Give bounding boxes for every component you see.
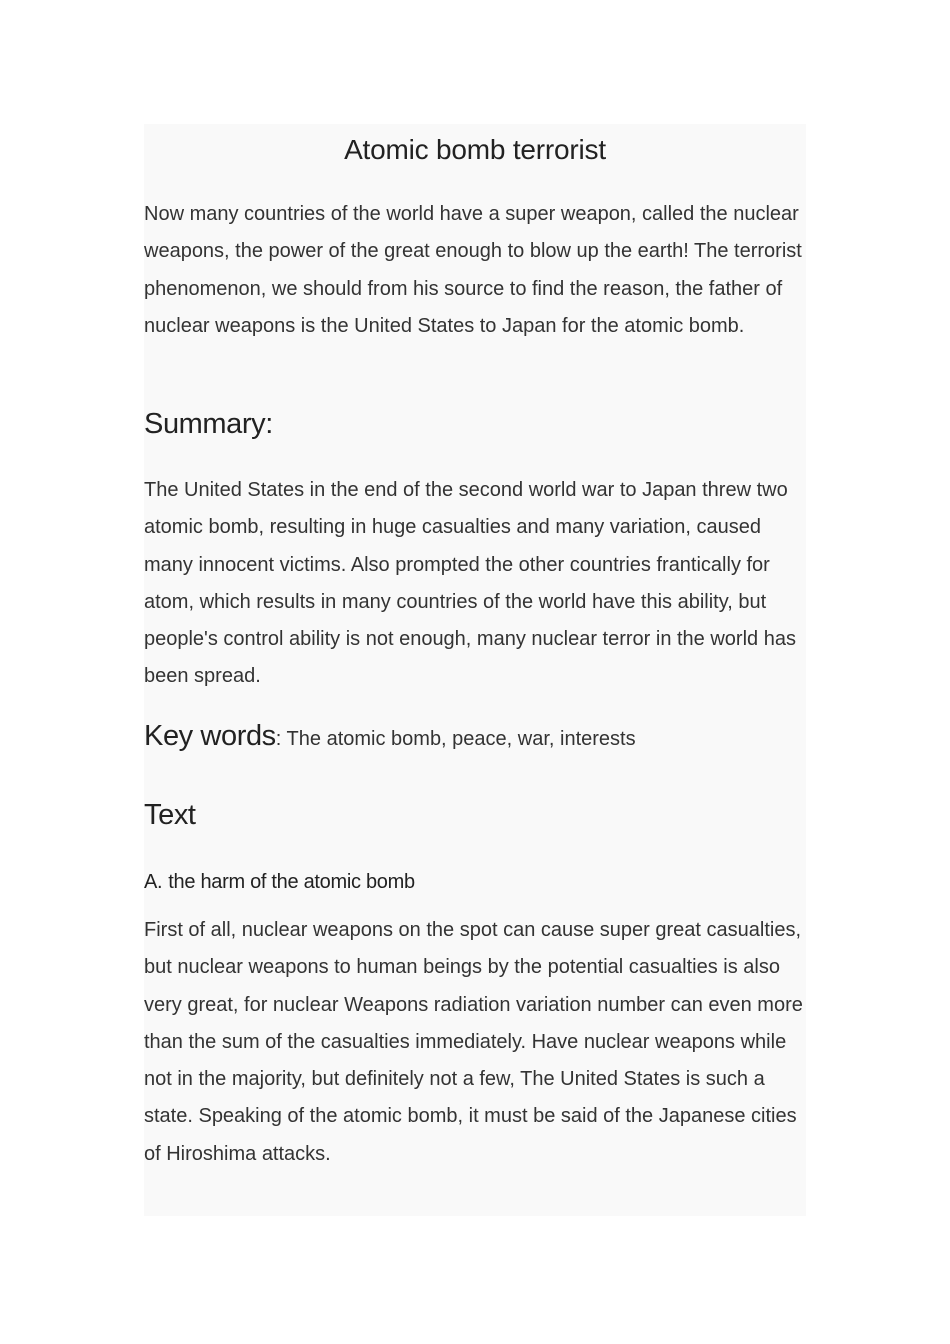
section-a-heading xyxy=(144,868,415,896)
summary-paragraph: The United States in the end of the second world war to Japan threw two atomic bomb, resulting in huge casualties and many variation, caused many innocent victims. Also prompted the other countries frantically for atom, which results in many countries of the world have this ability, but people's control ability is not enough, many nuclear terror in the world has been spread. xyxy=(144,479,796,688)
document-title: Atomic bomb terrorist xyxy=(344,134,606,165)
keywords-line xyxy=(144,720,806,753)
text-heading: Text xyxy=(144,799,196,831)
keywords-value: : The atomic bomb, peace, war, interests xyxy=(275,728,636,750)
section-a-paragraph: First of all, nuclear weapons on the spot can cause super great casualties, but nuclear weapons to human beings by the potential casualties is also very great, for nuclear Weapons radiation variation number can even more than the sum of the casualties immediately. Have nuclear weapons while not in the majority, but definitely not a few, The United States is such a state. Speaking of the atomic bomb, it must be said of the Japanese cities of Hiroshima attacks. xyxy=(144,919,803,1165)
keywords-label: Key words xyxy=(144,720,276,752)
document-page xyxy=(144,124,806,1216)
summary-heading: Summary: xyxy=(144,408,273,440)
section-a-marker: A. xyxy=(144,871,163,893)
intro-paragraph: Now many countries of the world have a super weapon, called the nuclear weapons, the power of the great enough to blow up the earth! The terrorist phenomenon, we should from his source to find the reason, the father of nuclear weapons is the United States to Japan for the atomic bomb. xyxy=(144,203,802,337)
section-a-title: the harm of the atomic bomb xyxy=(168,871,415,893)
